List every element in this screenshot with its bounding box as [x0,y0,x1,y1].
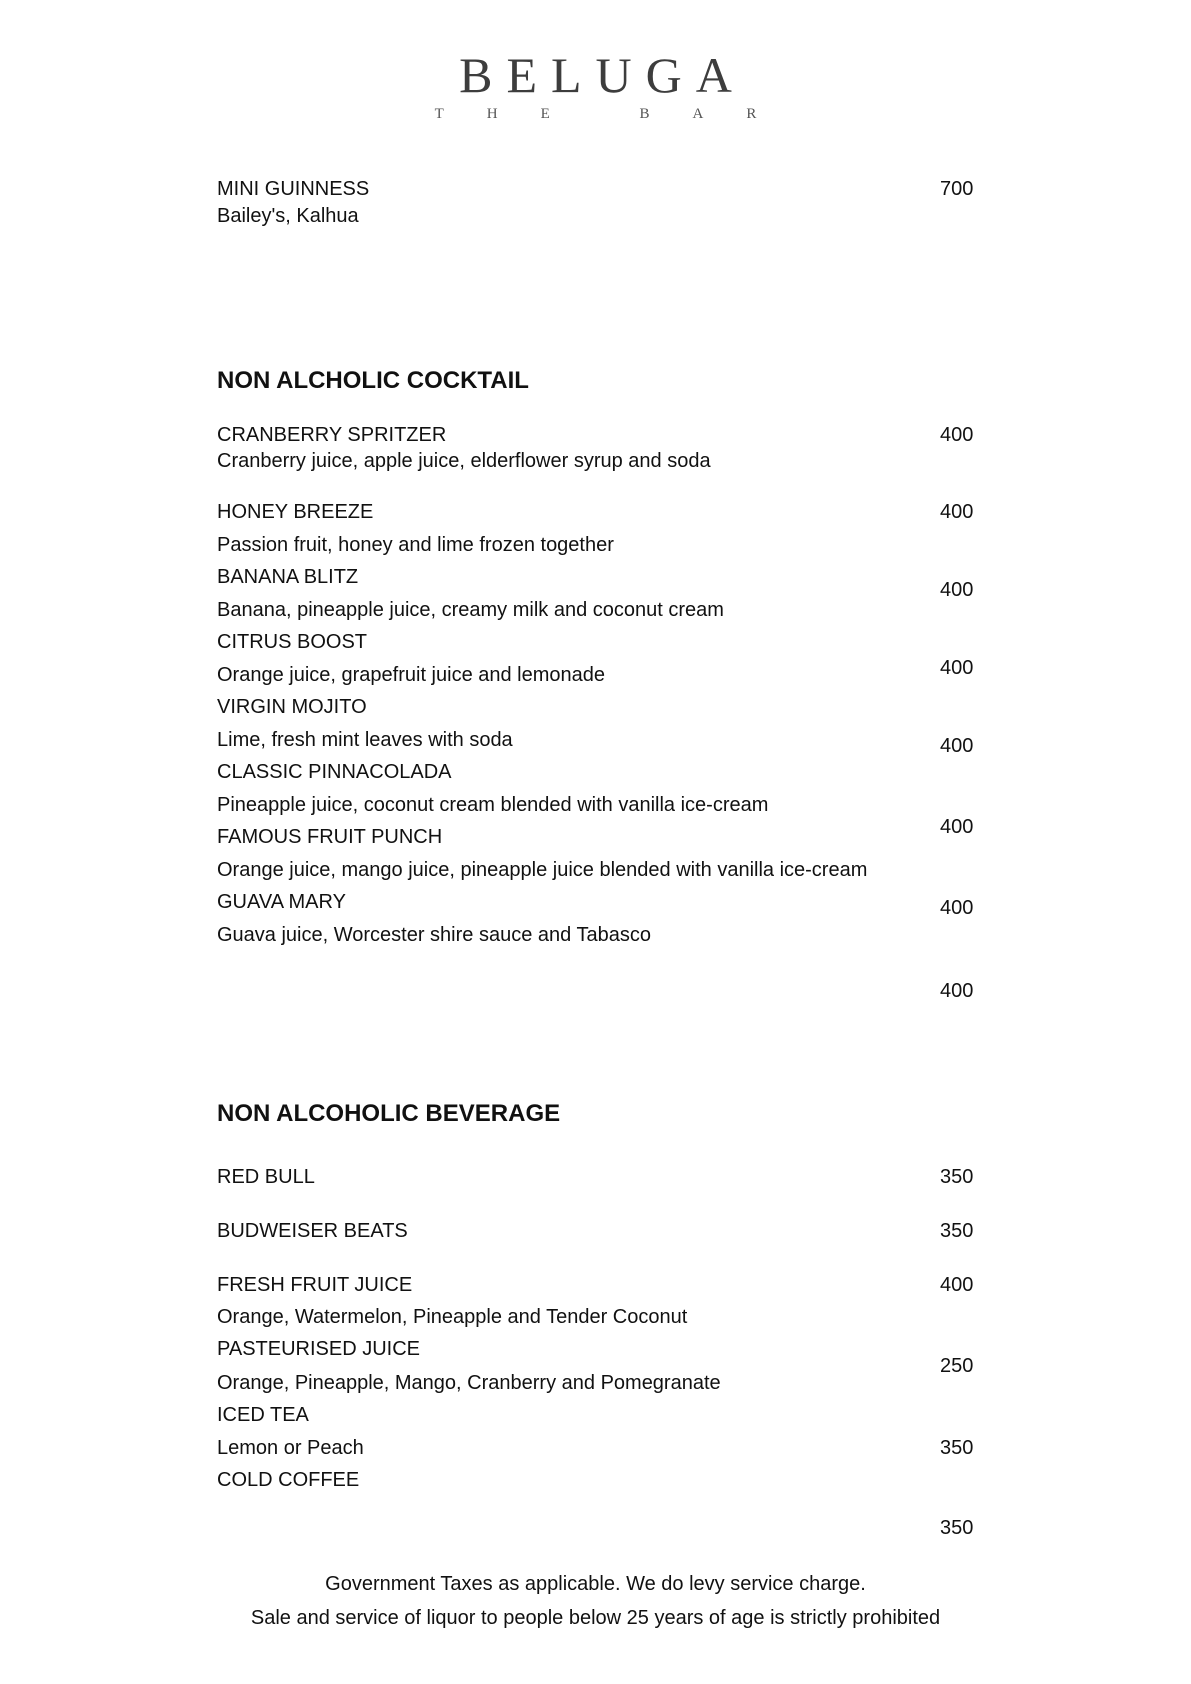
item-price: 350 [940,1166,974,1188]
item-name: FAMOUS FRUIT PUNCH [217,826,443,848]
item-price: 350 [940,1220,974,1242]
item-price: 400 [940,579,974,601]
footer-tax-note: Government Taxes as applicable. We do levy service charge. [325,1573,866,1595]
item-price: 400 [940,501,974,523]
item-name: CITRUS BOOST [217,631,368,653]
item-desc: Lemon or Peach [217,1437,364,1459]
item-desc: Bailey's, Kalhua [217,205,359,227]
item-name: HONEY BREEZE [217,501,374,523]
item-price: 700 [940,178,974,200]
item-price: 400 [940,980,974,1002]
item-desc: Passion fruit, honey and lime frozen together [217,534,614,556]
item-price: 250 [940,1355,974,1377]
item-name: ICED TEA [217,1404,309,1426]
item-price: 400 [940,816,974,838]
item-price: 400 [940,735,974,757]
item-desc: Pineapple juice, coconut cream blended with vanilla ice-cream [217,794,769,816]
logo [0,47,1191,123]
item-name: BUDWEISER BEATS [217,1220,408,1242]
item-name: CRANBERRY SPRITZER [217,424,447,446]
item-name: MINI GUINNESS [217,178,370,200]
item-desc: Lime, fresh mint leaves with soda [217,729,513,751]
item-desc: Orange juice, grapefruit juice and lemonade [217,664,606,686]
item-price: 350 [940,1517,974,1539]
item-name: PASTEURISED JUICE [217,1338,420,1360]
section-heading-beverage: NON ALCOHOLIC BEVERAGE [217,1100,561,1127]
item-price: 350 [940,1437,974,1459]
item-desc: Guava juice, Worcester shire sauce and Tabasco [217,924,651,946]
item-price: 400 [940,897,974,919]
item-name: GUAVA MARY [217,891,346,913]
item-name: RED BULL [217,1166,315,1188]
item-price: 400 [940,1274,974,1296]
item-name: CLASSIC PINNACOLADA [217,761,452,783]
item-desc: Orange, Pineapple, Mango, Cranberry and Pomegranate [217,1372,721,1394]
item-desc: Cranberry juice, apple juice, elderflower syrup and soda [217,450,711,472]
item-desc: Orange juice, mango juice, pineapple juice blended with vanilla ice-cream [217,859,868,881]
item-desc: Orange, Watermelon, Pineapple and Tender Coconut [217,1306,688,1328]
logo-wordmark: BELUGA [459,47,746,103]
footer-age-note: Sale and service of liquor to people below 25 years of age is strictly prohibited [250,1607,941,1629]
item-price: 400 [940,657,974,679]
item-name: COLD COFFEE [217,1469,360,1491]
item-name: VIRGIN MOJITO [217,696,367,718]
item-price: 400 [940,424,974,446]
section-heading-cocktail: NON ALCHOLIC COCKTAIL [217,367,529,394]
item-name: BANANA BLITZ [217,566,359,588]
logo-tagline: THE BAR [434,106,800,122]
item-name: FRESH FRUIT JUICE [217,1274,413,1296]
item-desc: Banana, pineapple juice, creamy milk and coconut cream [217,599,724,621]
